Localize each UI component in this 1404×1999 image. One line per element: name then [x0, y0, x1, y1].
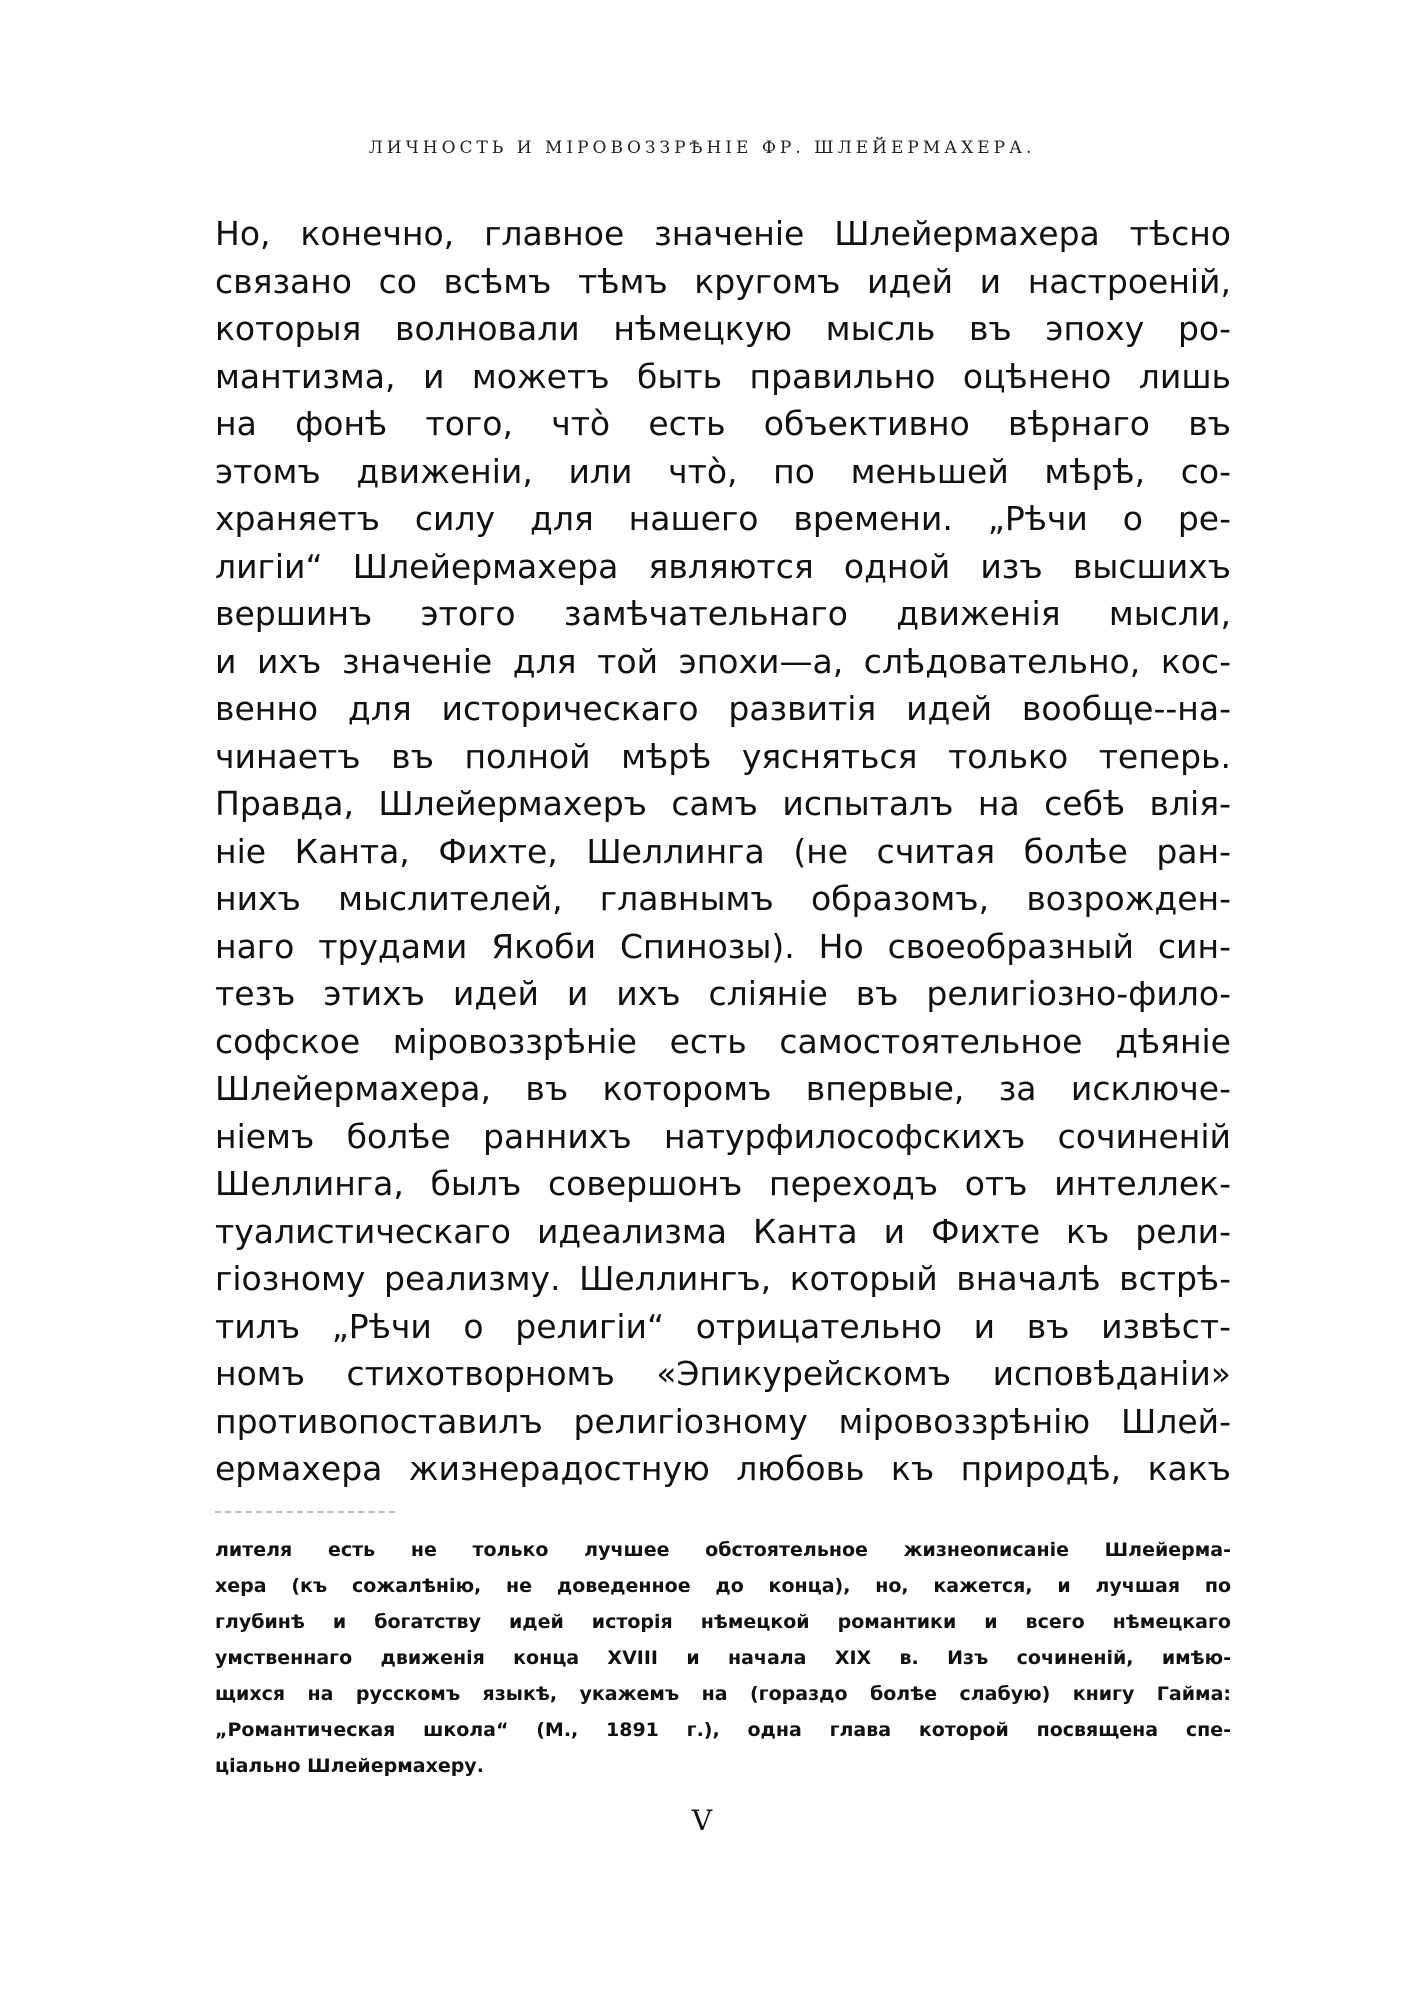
text-line: нихъ мыслителей, главнымъ образомъ, возрожден- — [215, 879, 1231, 918]
page-number: V — [691, 1804, 713, 1837]
text-line: тилъ „Рѣчи о религіи“ отрицательно и въ извѣст- — [215, 1306, 1231, 1346]
text-line: софское міровоззрѣніе есть самостоятельное дѣяніе — [215, 1021, 1231, 1061]
running-head: ЛИЧНОСТЬ И МІРОВОЗЗРѢНІЕ ФР. ШЛЕЙЕРМАХЕРА. — [368, 138, 1036, 158]
footnote-line: ціально Шлейермахеру. — [215, 1755, 484, 1777]
text-line: этомъ движеніи, или что̀, по меньшей мѣрѣ, со- — [215, 451, 1231, 491]
footnote-line: „Романтическая школа“ (М., 1891 г.), одна глава которой посвящена спе- — [215, 1719, 1231, 1741]
text-line: Правда, Шлейермахеръ самъ испыталъ на себѣ влія- — [215, 784, 1231, 823]
text-line: ніе Канта, Фихте, Шеллинга (не считая болѣе ран- — [215, 831, 1231, 871]
text-line: вершинъ этого замѣчательнаго движенія мысли, — [215, 594, 1231, 633]
text-line: которыя волновали нѣмецкую мысль въ эпоху ро- — [215, 309, 1231, 348]
text-line: ермахера жизнерадостную любовь къ природѣ, какъ — [215, 1449, 1231, 1488]
text-line: мантизма, и можетъ быть правильно оцѣнено лишь — [215, 356, 1231, 396]
text-line: на фонѣ того, что̀ есть объективно вѣрнаго въ — [215, 404, 1231, 443]
text-line: храняетъ силу для нашего времени. „Рѣчи о ре- — [215, 499, 1231, 538]
footnote-line: лителя есть не только лучшее обстоятельное жизнеописаніе Шлейерма- — [215, 1539, 1231, 1561]
text-line: ніемъ болѣе раннихъ натурфилософскихъ сочиненій — [215, 1116, 1231, 1156]
text-line: номъ стихотворномъ «Эпикурейскомъ исповѣданіи» — [215, 1354, 1231, 1393]
text-line: Шлейермахера, въ которомъ впервые, за исключе- — [215, 1069, 1231, 1108]
footnote-separator — [215, 1511, 395, 1513]
footnote-line: хера (къ сожалѣнію, не доведенное до конца), но, кажется, и лучшая по — [215, 1575, 1231, 1597]
footnote-line: умственнаго движенія конца XVIII и начала XIX в. Изъ сочиненій, имѣю- — [215, 1647, 1231, 1669]
text-line: лигіи“ Шлейермахера являются одной изъ высшихъ — [215, 546, 1231, 586]
text-line: Шеллинга, былъ совершонъ переходъ отъ интеллек- — [215, 1164, 1231, 1203]
footnote-line: щихся на русскомъ языкѣ, укажемъ на (гораздо болѣе слабую) книгу Гайма: — [215, 1683, 1231, 1705]
text-line: связано со всѣмъ тѣмъ кругомъ идей и настроеній, — [215, 261, 1231, 301]
text-line: чинаетъ въ полной мѣрѣ уясняться только теперь. — [215, 736, 1231, 776]
text-line: гіозному реализму. Шеллингъ, который вначалѣ встрѣ- — [215, 1259, 1231, 1298]
text-line: венно для историческаго развитія идей вообще--на- — [215, 689, 1231, 728]
text-line: наго трудами Якоби Спинозы). Но своеобразный син- — [215, 926, 1231, 966]
text-line: тезъ этихъ идей и ихъ сліяніе въ религіозно-фило- — [215, 974, 1231, 1013]
text-line: Но, конечно, главное значеніе Шлейермахера тѣсно — [215, 214, 1231, 253]
main-text — [215, 210, 1231, 1493]
text-line: противопоставилъ религіозному міровоззрѣнію Шлей- — [215, 1401, 1231, 1441]
text-line: туалистическаго идеализма Канта и Фихте къ рели- — [215, 1211, 1231, 1251]
text-line: и ихъ значеніе для той эпохи—а, слѣдовательно, кос- — [215, 641, 1231, 681]
footnote — [215, 1532, 1231, 1784]
footnote-line: глубинѣ и богатству идей исторія нѣмецкой романтики и всего нѣмецкаго — [215, 1611, 1231, 1633]
